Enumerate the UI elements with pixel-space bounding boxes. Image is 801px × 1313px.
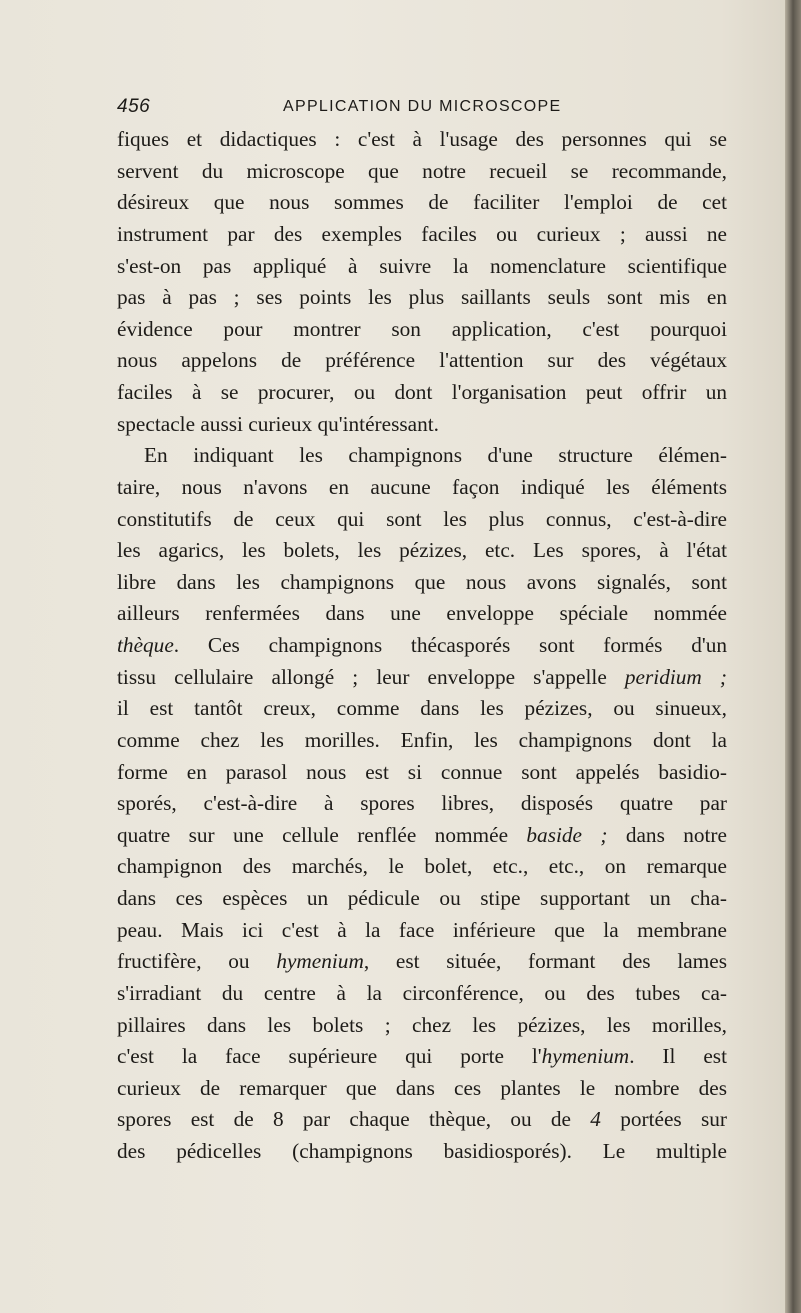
text-line: quatre sur une cellule renflée nommée baside ; dans notre [117,822,727,847]
text-line: champignon des marchés, le bolet, etc., etc., on remarque [117,854,727,879]
italic-term: baside ; [526,822,608,847]
text-line: nous appelons de préférence l'attention sur des végétaux [117,348,727,373]
text-line: tissu cellulaire allongé ; leur enveloppe s'appelle peridium ; [117,664,727,689]
text-line: évidence pour montrer son application, c'est pourquoi [117,316,727,341]
italic-term: thèque [117,633,174,657]
text-line: il est tantôt creux, comme dans les pézizes, ou sinueux, [117,696,727,721]
text-line: spectacle aussi curieux qu'intéressant. [117,411,439,436]
text-line: dans ces espèces un pédicule ou stipe supportant un cha- [117,886,727,910]
text-line: instrument par des exemples faciles ou curieux ; aussi ne [117,221,727,246]
text-line: les agarics, les bolets, les pézizes, etc. Les spores, à l'état [117,538,727,563]
book-spine-edge [785,0,801,1313]
text-line: s'irradiant du centre à la circonférence, ou des tubes ca- [117,980,727,1005]
running-title: APPLICATION DU MICROSCOPE [283,98,562,115]
text-line: forme en parasol nous est si connue sont appelés basidio- [117,759,727,784]
text-line: comme chez les morilles. Enfin, les champignons dont la [117,727,727,752]
text-line: peau. Mais ici c'est à la face inférieure que la membrane [117,917,727,942]
text-line: c'est la face supérieure qui porte l'hymenium. Il est [117,1044,727,1069]
text-line: libre dans les champignons que nous avons signalés, sont [117,569,727,594]
text-line: ailleurs renfermées dans une enveloppe spéciale nommée [117,601,727,626]
text-line: sporés, c'est-à-dire à spores libres, disposés quatre par [117,791,727,816]
body-text [117,124,727,1168]
italic-term: peridium ; [624,664,727,689]
text-line: fructifère, ou hymenium, est située, formant des lames [117,949,727,974]
italic-term: hymenium [276,949,364,974]
page-number: 456 [117,96,151,117]
text-line: En indiquant les champignons d'une structure élémen- [144,443,727,468]
text-line: pas à pas ; ses points les plus saillants seuls sont mis en [117,285,727,310]
italic-term: 4 [590,1107,601,1132]
text-line: taire, nous n'avons en aucune façon indiqué les éléments [117,474,727,499]
text-line: pillaires dans les bolets ; chez les pézizes, les morilles, [117,1012,727,1037]
text-line: faciles à se procurer, ou dont l'organisation peut offrir un [117,380,727,404]
italic-term: hymenium [541,1044,630,1069]
text-line: fiques et didactiques : c'est à l'usage des personnes qui se [117,127,727,151]
text-line: des pédicelles (champignons basidiosporés). Le multiple [117,1139,727,1163]
text-line: désireux que nous sommes de faciliter l'emploi de cet [117,190,727,215]
text-line: servent du microscope que notre recueil se recommande, [117,158,727,183]
text-line: constitutifs de ceux qui sont les plus connus, c'est-à-dire [117,506,727,531]
text-line: curieux de remarquer que dans ces plantes le nombre des [117,1075,727,1100]
text-line: spores est de 8 par chaque thèque, ou de 4 portées sur [117,1107,727,1132]
page-header [117,96,717,126]
text-line: s'est-on pas appliqué à suivre la nomenclature scientifique [117,253,727,278]
text-line: thèque. Ces champignons thécasporés sont formés d'un [117,633,727,657]
